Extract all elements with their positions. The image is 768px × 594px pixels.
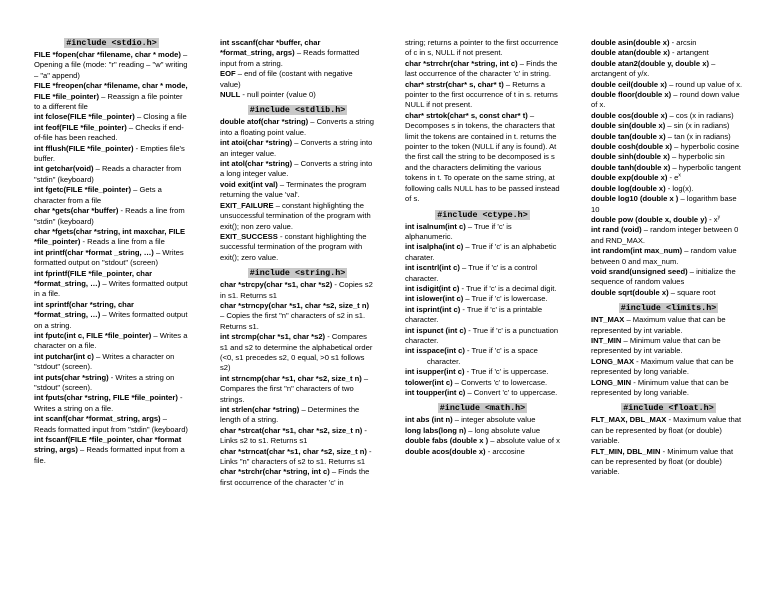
function-signature: double cosh(double x) (591, 142, 672, 152)
function-signature: int putchar(int c) (34, 351, 94, 361)
function-description: – square root (668, 287, 716, 297)
reference-entry (405, 426, 560, 436)
function-description: - e (667, 173, 679, 183)
function-signature: double tanh(double x) (591, 162, 671, 172)
function-description: – Terminates the program returning the value 'val'. (220, 179, 367, 200)
function-signature: double log10 (double x ) (591, 194, 679, 204)
function-signature: int iscntrl(int c) (405, 263, 460, 273)
function-signature: double tan(double x) (591, 131, 666, 141)
function-description: – arctangent of y/x. (591, 58, 716, 79)
function-description: – round up value of x. (666, 79, 743, 89)
reference-entry (220, 180, 375, 201)
function-signature: FLT_MIN, DBL_MIN (591, 446, 661, 456)
function-signature: FILE *fopen(char *filename, char * mode) (34, 50, 181, 59)
function-signature: int abs (int n) (405, 415, 453, 425)
reference-entry (220, 201, 375, 232)
function-signature: int isalnum(int c) (405, 221, 466, 231)
function-signature: int fputs(char *string, FILE *file_pointer) (34, 393, 178, 403)
reference-entry (220, 405, 375, 426)
function-description: – True if 'c' is lowercase. (463, 294, 548, 304)
function-signature: double atan(double x) (591, 48, 670, 58)
function-description: – end of file (costant with negative value) (220, 69, 353, 89)
reference-entry (34, 352, 189, 373)
column-1 (34, 38, 189, 466)
function-signature: int scanf(char *format_string, args) (34, 414, 161, 424)
reference-entry (220, 280, 375, 301)
function-signature: double fabs (double x ) (405, 436, 489, 446)
reference-entry (34, 227, 189, 248)
reference-entry (220, 232, 375, 263)
function-description: - Compares s1 and s2 to determine the alphabetical order (<0, s1 precedes s2, 0 equal, >0 s1 follows s2) (220, 332, 373, 373)
function-description: - arccosine (485, 446, 525, 456)
reference-entry (591, 132, 746, 142)
function-description: - Minimum value that can be represented by float (or double) variable. (591, 446, 734, 477)
reference-entry (591, 48, 746, 58)
function-signature: tolower(int c) (405, 377, 453, 387)
column-2 (220, 38, 375, 488)
function-signature: LONG_MIN (591, 377, 632, 387)
function-signature: EXIT_SUCCESS (220, 231, 278, 241)
function-signature: int sscanf(char *buffer, char *format_string, args) (220, 38, 321, 58)
column-4 (591, 38, 746, 478)
function-description: - Reads a line from "stdin" (keyboard) (34, 206, 185, 226)
function-description: – Reassign a file pointer to a different file (34, 91, 183, 112)
reference-entry (405, 367, 560, 377)
function-description: – long absolute value (466, 425, 541, 435)
function-description: – Writes a character on "stdout" (screen). (34, 351, 175, 372)
function-description: – Minimum value that can be represented by int variable. (591, 335, 721, 356)
reference-entry (34, 373, 189, 394)
reference-entry (591, 315, 746, 336)
function-signature: double atof(char *string) (220, 117, 309, 127)
reference-entry (405, 346, 560, 356)
exponent-superscript: y (717, 214, 721, 221)
function-signature: double sinh(double x) (591, 152, 670, 162)
function-description: - True if 'c' is a punctuation character. (405, 325, 559, 345)
function-description: - Maximum value that can be represented by float (or double) variable. (591, 415, 742, 446)
function-description: – Converts a string into an integer value. (220, 138, 373, 158)
function-description: – True if 'c' is an alphabetic charater. (405, 242, 557, 262)
function-signature: int atoi(char *string) (220, 138, 293, 148)
function-signature: double asin(double x) (591, 38, 670, 47)
function-signature: int fflush(FILE *file_pointer) (34, 143, 134, 153)
function-description: – logarithm base 10 (591, 194, 737, 214)
function-description: – constant highlighting the unsuccessful termination of the program with exit(); non zero value. (220, 200, 371, 231)
reference-entry (34, 300, 189, 331)
function-description: – Opening a file (mode: "r" reading – "w" writing – "a" append) (34, 50, 188, 80)
reference-entry (34, 393, 189, 414)
reference-entry (34, 81, 189, 112)
reference-entry (591, 152, 746, 162)
function-description: – Finds the last occurrence of the character 'c' in string. (405, 58, 558, 79)
reference-entry (220, 467, 375, 488)
reference-entry (405, 242, 560, 263)
function-description: – Determines the length of a string. (220, 405, 360, 425)
reference-entry (405, 326, 560, 347)
reference-entry (591, 142, 746, 152)
reference-entry (591, 173, 746, 183)
function-description: - Empties file's buffer. (34, 143, 185, 164)
function-description: – Checks if end-of-file has been reached. (34, 122, 184, 143)
function-description: – Reads formatted input from a file. (34, 445, 185, 465)
function-signature: int fgetc(FILE *file_pointer) (34, 185, 132, 195)
function-description: – Reads a character from "stdin" (keyboard) (34, 164, 182, 184)
function-description: – Writes a character on a file. (34, 330, 188, 351)
function-description: – Compares the first "n" characters of two strings. (220, 373, 369, 404)
function-signature: double ceil(double x) (591, 79, 667, 89)
function-signature: double acos(double x) (405, 446, 486, 456)
reference-entry (220, 332, 375, 374)
function-description: – hyperbolic sin (669, 152, 725, 162)
reference-entry (34, 331, 189, 352)
reference-entry (405, 447, 560, 457)
reference-entry (34, 164, 189, 185)
function-description: – Convert 'c' to uppercase. (465, 388, 558, 397)
reference-entry (34, 206, 189, 227)
function-description: - True if 'c' is uppercase. (464, 367, 549, 377)
reference-entry (405, 222, 560, 243)
reference-entry (220, 69, 375, 90)
exponent-superscript: x (678, 172, 681, 179)
function-signature: char *strncat(char *s1, char *s2, size_t n) (220, 446, 367, 456)
function-description: - constant highlighting the successful termination of the program with exit(); zero value. (220, 231, 367, 262)
section-heading-include-math-h: #include <math.h> (439, 403, 526, 414)
function-description: - arcsin (669, 38, 697, 47)
function-signature: double exp(double x) (591, 173, 668, 183)
reference-entry (34, 248, 189, 269)
function-signature: long labs(long n) (405, 425, 467, 435)
function-description: – True if 'c' is alphanumeric. (405, 221, 512, 241)
reference-entry (220, 159, 375, 180)
function-signature: double sqrt(double x) (591, 287, 669, 297)
reference-entry (591, 288, 746, 298)
reference-entry (591, 80, 746, 90)
function-signature: FLT_MAX, DBL_MAX (591, 415, 667, 425)
function-signature: char *gets(char *buffer) (34, 206, 119, 216)
function-signature: LONG_MAX (591, 356, 635, 366)
function-signature: int isspace(int c) (405, 346, 465, 356)
function-description: - x (707, 214, 718, 224)
reference-entry (591, 38, 746, 48)
function-description: – random value between 0 and max_num. (591, 246, 737, 266)
function-description: – tan (x in radians) (665, 131, 731, 141)
function-signature: char *strchr(char *string, int c) (220, 467, 330, 477)
reference-entry (34, 414, 189, 435)
function-description: – True if 'c' is a control character. (405, 263, 538, 283)
section-heading-include-limits-h: #include <limits.h> (620, 303, 717, 314)
reference-entry (591, 246, 746, 267)
reference-entry (591, 415, 746, 446)
function-description: – hyperbolic cosine (672, 142, 740, 152)
function-signature: INT_MAX (591, 315, 625, 325)
function-signature: EXIT_FAILURE (220, 200, 274, 210)
function-signature: char *strncpy(char *s1, char *s2, size_t n) (220, 300, 369, 310)
function-signature: int random(int max_num) (591, 246, 683, 256)
reference-entry (591, 378, 746, 399)
reference-entry (591, 225, 746, 246)
reference-entry (591, 267, 746, 288)
function-description: – Writes formatted output on a string. (34, 310, 188, 330)
function-description: – Reads formatted input from "stdin" (keyboard) (34, 414, 188, 434)
function-signature: int fscanf(FILE *file_pointer, char *format string, args) (34, 435, 182, 455)
reference-entry (34, 123, 189, 144)
function-signature: double atan2(double y, double x) (591, 58, 709, 68)
function-description: – sin (x in radians) (665, 121, 730, 131)
function-description: - log(x). (665, 183, 694, 193)
reference-entry (405, 305, 560, 326)
reference-entry (591, 163, 746, 173)
reference-entry (405, 415, 560, 425)
function-signature: int fputc(int c, FILE *file_pointer) (34, 330, 152, 340)
function-description: – Reads formatted input from a string. (220, 48, 360, 68)
function-description: - True if 'c' is a decimal digit. (459, 283, 557, 293)
function-description: – integer absolute value (452, 415, 536, 425)
reference-entry (220, 447, 375, 468)
reference-entry (591, 447, 746, 478)
column-3 (405, 38, 560, 457)
section-heading-include-stdlib-h: #include <stdlib.h> (249, 105, 346, 116)
function-description: – cos (x in radians) (667, 110, 734, 120)
function-description: - Writes a string on "stdout" (screen). (34, 372, 175, 392)
function-signature: int strncmp(char *s1, char *s2, size_t n) (220, 373, 362, 383)
reference-entry (220, 90, 375, 100)
function-signature: int fprintf(FILE *file_pointer, char *format_string, …) (34, 268, 153, 288)
reference-entry (34, 50, 189, 81)
function-signature: char* strtok(char* s, const char* t) (405, 110, 528, 120)
function-description: - null pointer (value 0) (240, 90, 316, 100)
function-signature: double pow (double x, double y) (591, 214, 708, 224)
function-description: – Writes formatted output in a file. (34, 278, 188, 299)
reference-entry (405, 294, 560, 304)
function-description: - Reads a line from a file (80, 237, 165, 247)
reference-entry (405, 38, 560, 59)
reference-entry (591, 357, 746, 378)
function-signature: int rand (void) (591, 225, 642, 235)
function-signature: char *strcpy(char *s1, char *s2) (220, 280, 333, 290)
reference-entry (591, 184, 746, 194)
reference-entry (591, 336, 746, 357)
function-description: – hyperbolic tangent (670, 162, 741, 172)
function-signature: EOF (220, 69, 236, 79)
function-signature: char *strcat(char *s1, char *s2, size_t n) (220, 425, 363, 435)
function-description: - True if 'c' is a printable character. (405, 304, 543, 325)
function-description: – Converts a string into a long integer value. (220, 159, 373, 179)
function-description: – Finds the first occurrence of the character 'c' in (220, 467, 370, 487)
function-signature: int sprintf(char *string, char *format_string, …) (34, 299, 134, 320)
reference-entry (591, 111, 746, 121)
function-description: - Writes a string on a file. (34, 393, 183, 413)
section-heading-include-float-h: #include <float.h> (623, 403, 714, 414)
function-signature: INT_MIN (591, 335, 622, 345)
function-description: – Copies the first "n" characters of s2 in s1. Returns s1. (220, 311, 366, 331)
function-description: – random integer between 0 and RND_MAX. (591, 225, 739, 245)
function-signature: int feof(FILE *file_pointer) (34, 122, 127, 132)
function-description: - Copies s2 in s1. Returns s1 (220, 280, 373, 300)
reference-entry (220, 426, 375, 447)
function-signature: double sin(double x) (591, 121, 666, 131)
function-signature: double log(double x) (591, 183, 666, 193)
reference-entry (220, 38, 375, 69)
reference-entry (591, 121, 746, 131)
function-signature: int isprint(int c) (405, 304, 461, 314)
function-signature: int isupper(int c) (405, 367, 465, 377)
reference-entry (405, 378, 560, 388)
function-description: - True if 'c' is a space (464, 346, 538, 356)
reference-entry (405, 436, 560, 446)
reference-entry (405, 59, 560, 80)
section-heading-include-stdio-h: #include <stdio.h> (66, 38, 157, 48)
reference-entry (220, 301, 375, 332)
function-signature: double floor(double x) (591, 90, 672, 100)
reference-entry (405, 284, 560, 294)
function-description: – Writes formatted output on "stdout" (screen) (34, 247, 184, 268)
reference-entry (405, 111, 560, 205)
function-description: – Returns a pointer to the first occurrence of t in s. returns NULL if not present. (405, 79, 558, 110)
reference-entry (405, 263, 560, 284)
function-signature: double cos(double x) (591, 110, 668, 120)
function-signature: int isdigit(int c) (405, 283, 460, 293)
function-description: - artangent (669, 48, 709, 58)
function-signature: char *fgets(char *string, int maxchar, FILE *file_pointer) (34, 226, 186, 247)
reference-entry (591, 194, 746, 215)
reference-entry (34, 185, 189, 206)
function-signature: FILE *freopen(char *filename, char * mode, FILE *file_pointer) (34, 81, 188, 101)
function-description: – Decomposes s in tokens, the characters that limit the tokens are contained in t. returns the pointer to the token (NULL if any is found). At the first call the string to be decomposed is s and the characters delimiting the various tokens in t. To operate on the same string, at following calls NULL has to be passed instead of s. (405, 110, 560, 204)
function-description: - Maximum value that can be represented by long variable. (591, 356, 734, 377)
function-description: – round down value of x. (591, 90, 740, 110)
function-signature: NULL (220, 90, 241, 100)
reference-entry (220, 374, 375, 405)
reference-entry (591, 59, 746, 80)
function-description: string; returns a pointer to the first occurrence of c in s, NULL if not present. (405, 38, 559, 58)
function-description: - Links "n" characters of s2 to s1. Returns s1 (220, 446, 372, 467)
function-description: – Gets a character from a file (34, 185, 162, 205)
function-signature: int toupper(int c) (405, 388, 466, 397)
function-signature: int printf(char *format _string, …) (34, 247, 154, 257)
function-signature: char *strrchr(char *string, int c) (405, 58, 518, 68)
section-heading-include-ctype-h: #include <ctype.h> (437, 209, 528, 220)
function-signature: int ispunct (int c) (405, 325, 467, 335)
reference-entry (220, 117, 375, 138)
reference-entry (591, 215, 746, 225)
function-description: – initialize the sequence of random values (591, 266, 736, 287)
function-description: – Converts a string into a floating point value. (220, 117, 375, 137)
reference-entry (591, 90, 746, 111)
function-signature: int getchar(void) (34, 164, 94, 174)
function-signature: int strcmp(char *s1, char *s2) (220, 332, 326, 342)
description-continuation: character. (427, 356, 461, 366)
function-description: – absolute value of x (488, 436, 560, 446)
function-description: - Minimum value that can be represented by long variable. (591, 377, 729, 397)
function-signature: int islower(int c) (405, 294, 464, 304)
function-description: – Converts 'c' to lowercase. (452, 377, 548, 387)
function-signature: void srand(unsigned seed) (591, 266, 688, 276)
function-signature: int isalpha(int c) (405, 242, 464, 252)
function-signature: char* strstr(char* s, char* t) (405, 79, 504, 89)
function-signature: int puts(char *string) (34, 372, 109, 382)
reference-entry (34, 435, 189, 466)
reference-entry (34, 269, 189, 300)
function-signature: void exit(int val) (220, 179, 278, 189)
function-signature: int fclose(FILE *file_pointer) (34, 112, 135, 122)
function-description: – Maximum value that can be represented by int variable. (591, 315, 726, 335)
reference-entry (405, 388, 560, 398)
function-description: - Links s2 to s1. Returns s1 (220, 425, 367, 446)
section-heading-include-string-h: #include <string.h> (249, 268, 346, 279)
reference-entry (405, 80, 560, 111)
reference-entry (220, 138, 375, 159)
function-description: – Closing a file (134, 112, 187, 122)
reference-entry (34, 112, 189, 122)
function-signature: int atol(char *string) (220, 159, 293, 169)
function-signature: int strlen(char *string) (220, 405, 300, 414)
reference-entry (34, 144, 189, 165)
